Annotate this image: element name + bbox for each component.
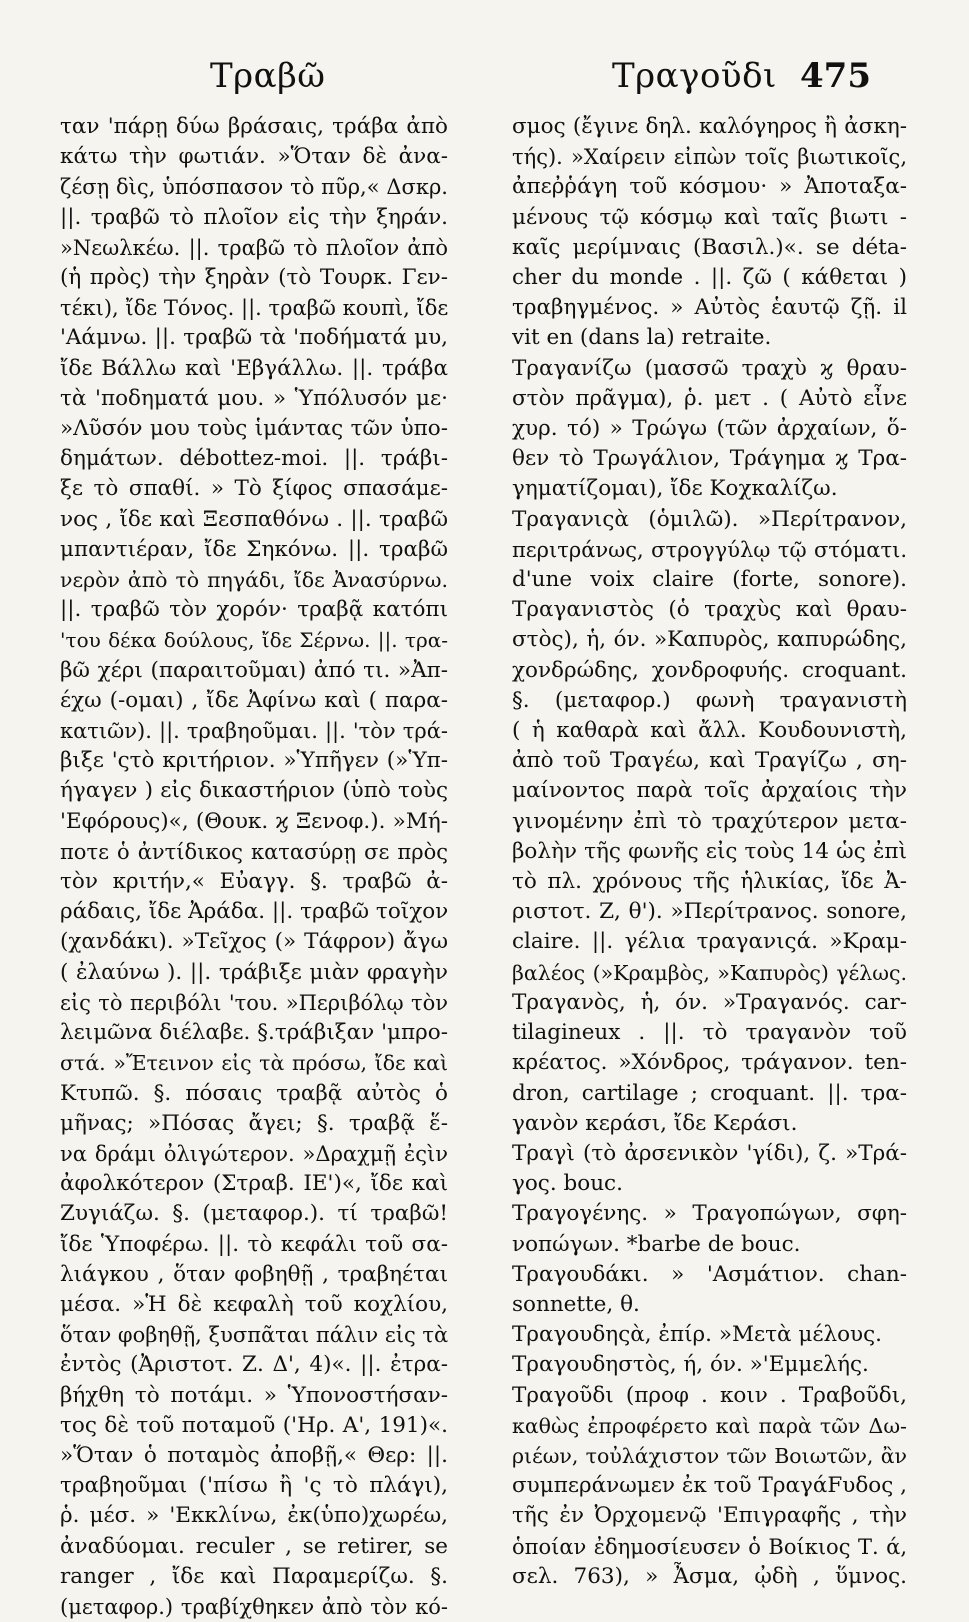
text-line: ἴδε Ὑποφέρω. ||. τὸ κεφάλι τοῦ σα- [60,1231,448,1257]
text-line: τὰ 'ποδηματά μου. » Ὑπόλυσόν με· [60,385,448,411]
text-line: ἀπεῤῥάγη τοῦ κόσμου· » Ἀποταξα- [512,174,907,200]
text-line: καῖς μερίμναις (Βασιλ.)«. se déta- [512,234,907,260]
running-header [0,56,969,106]
text-line: γος. bouc. [512,1171,623,1197]
text-line: ( ἐλαύνω ). ||. τράβιξε μιὰν φραγὴν [60,959,448,985]
text-line: sonnette, θ. [512,1291,640,1317]
text-line: τής). »Χαίρειν εἰπὼν τοῖς βιωτικοῖς, [512,145,907,170]
text-line: ριστοτ. Ζ, θ'). »Περίτρανος. sonore, [512,899,907,925]
text-line: ξε τὸ σπαθί. » Τὸ ξίφος σπασάμε- [60,476,448,502]
text-line: στὸς), ἡ, όν. »Καπυρὸς, καπυρώδης, [512,627,907,653]
header-right-word: Τραγοῦδι [612,56,777,96]
text-line: στὸν πρᾶγμα), ῥ. μετ . ( Αὐτὸ εἶνε [512,385,907,411]
text-line: »Λῦσόν μου τοὺς ἱμάντας τῶν ὑπο- [60,416,448,442]
text-line: Τραγανιςὰ (ὁμιλῶ). »Περίτρανον, [512,506,907,532]
text-line: να δράμι ὀλιγώτερον. »Δραχμῇ ἐςὶν [60,1141,448,1166]
text-line: χυρ. τό) » Τρώγω (τῶν ἀρχαίων, ὅ- [512,416,907,442]
text-line: (ἡ πρὸς) τὴν ξηρὰν (τὸ Τουρκ. Γεν- [60,265,448,291]
text-line: Τραγουδηςὰ, ἐπίρ. »Μετὰ μέλους. [512,1322,883,1348]
text-line: τὸ πλ. χρόνους τῆς ἡλικίας, ἴδε Ἀ- [512,869,907,895]
text-line: συμπεράνωμεν ἐκ τοῦ ΤραγάFυδος , [512,1473,907,1499]
text-line: νος , ἴδε καὶ Ξεσπαθόνω . ||. τραβῶ [60,506,448,532]
text-line: τραβηγμένος. » Αὐτὸς ἑαυτῷ ζῇ. il [512,295,907,321]
text-line: claire. ||. γέλια τραγανιςά. »Κραμ- [512,929,907,955]
text-line: τραβηοῦμαι ('πίσω ἢ 'ς τὸ πλάγι), [60,1473,448,1499]
text-line: Τραγὶ (τὸ ἀρσενικὸν 'γίδι), ζ. »Τρά- [512,1140,907,1166]
text-line: σελ. 763), » Ἆσμα, ᾠδὴ , ὕμνος. [512,1563,907,1589]
text-line: ||. τραβῶ τὸν χορόν· τραβᾷ κατόπι [60,597,448,623]
text-line: Τραγογένης. » Τραγοπώγων, σφη- [512,1201,907,1227]
text-line: τῆς ἐν Ὀρχομενῷ 'Επιγραφῆς , τὴν [512,1503,907,1529]
text-line: (χανδάκι). »Τεῖχος (» Τάφρον) ἄγω [60,929,448,955]
text-line: τος δὲ τοῦ ποταμοῦ ('Ηρ. Α', 191)«. [60,1412,448,1438]
text-line: Τραγανιστὸς (ὁ τραχὺς καὶ θραυ- [512,597,907,623]
text-line: τὸν κριτήν,« Εὐαγγ. §. τραβῶ ἀ- [60,869,448,895]
text-line: ριέων, τοὐλάχιστον τῶν Βοιωτῶν, ἂν [512,1443,907,1468]
text-line: περιτράνως, στρογγύλῳ τῷ στόματι. [512,537,907,562]
text-line: §. (μεταφορ.) φωνὴ τραγανιστὴ [512,687,907,713]
text-line: θεν τὸ Τρωγάλιον, Τράγημα ϗ Τρα- [512,446,907,472]
text-line: ἀπὸ τοῦ Τραγέω, καὶ Τραγίζω , ση- [512,748,907,774]
text-line: Τραγανίζω (μασσῶ τραχὺ ϗ θραυ- [512,355,907,381]
text-line: μένους τῷ κόσμῳ καὶ ταῖς βιωτι - [512,204,907,230]
text-line: 'του δέκα δούλους, ἴδε Σέρνω. ||. τρα- [60,628,448,653]
text-line: dron, cartilage ; croquant. ||. τρα- [512,1080,907,1106]
text-line: tilagineux . ||. τὸ τραγανὸν τοῦ [512,1020,907,1046]
header-left-word: Τραβῶ [210,56,326,96]
text-line: cher du monde . ||. ζῶ ( κάθεται ) [512,265,907,291]
text-line: γινομένην ἐπὶ τὸ τραχύτερον μετα- [512,808,907,834]
text-line: Τραγουδάκι. » 'Ασμάτιον. chan- [512,1261,907,1287]
text-line: »Ὅταν ὁ ποταμὸς ἀποβῇ,« Θερ: ||. [60,1442,448,1468]
text-line: »Νεωλκέω. ||. τραβῶ τὸ πλοῖον ἀπὸ [60,235,448,260]
text-line: μπαντιέραν, ἴδε Σηκόνω. ||. τραβῶ [60,536,448,562]
text-line: ἴδε Βάλλω καὶ 'Εβγάλλω. ||. τράβα [60,355,448,381]
text-line: κρέατος. »Χόνδρος, τράγανον. ten- [512,1050,907,1076]
text-line: ταν 'πάρῃ δύω βράσαις, τράβα ἀπὸ [60,114,448,139]
text-line: λειμῶνα διέλαβε. §.τράβιξαν 'μπρο- [60,1020,448,1046]
text-line: ἀναδύομαι. reculer , se retirer, se [60,1533,448,1559]
text-line: κάτω τὴν φωτιάν. »Ὅταν δὲ ἀνα- [60,144,448,170]
text-line: βήχθη τὸ ποτάμι. » Ὑπονοστήσαν- [60,1382,448,1408]
text-line: καθὼς ἐπροφέρετο καὶ παρὰ τῶν Δω- [512,1413,907,1438]
page-number: 475 [800,56,871,96]
text-line: δημάτων. débottez-moi. ||. τράβι- [60,446,448,472]
text-line: νοπώγων. *barbe de bouc. [512,1231,801,1257]
text-line: βῶ χέρι (παραιτοῦμαι) ἀπό τι. »Ἀπ- [60,657,448,683]
text-line: d'une voix claire (forte, sonore). [512,567,907,593]
text-line: ποτε ὁ ἀντίδικος κατασύρῃ σε πρὸς [60,839,448,864]
text-line: ήγαγεν ) εἰς δικαστήριον (ὑπὸ τοὺς [60,778,448,804]
text-line: χονδρώδης, χονδροφυής. croquant. [512,657,907,683]
text-line: ( ἡ καθαρὰ καὶ ἄλλ. Κουδουνιστὴ, [512,718,907,744]
text-line: Τραγοῦδι (προφ . κοιν . Τραβοῦδι, [512,1382,907,1408]
text-line: τέκι), ἴδε Τόνος. ||. τραβῶ κουπὶ, ἴδε [60,296,448,321]
text-line: γηματίζομαι), ἴδε Κοχκαλίζω. [512,476,838,502]
text-line: μέσα. »Ἡ δὲ κεφαλὴ τοῦ κοχλίου, [60,1291,448,1317]
text-line: βιξε 'ςτὸ κριτήριον. »Ὑπῆγεν (»Ὑπ- [60,748,448,774]
text-line: 'Εφόρους)«, (Θουκ. ϗ Ξενοφ.). »Μή- [60,808,448,834]
text-line: ράδαις, ἴδε Ἀράδα. ||. τραβῶ τοῖχον [60,899,448,925]
text-line: βαλέος (»Κραμβὸς, »Καπυρὸς) γέλως. [512,960,907,985]
right-column [512,112,907,1592]
text-line: έχω (-ομαι) , ἴδε Ἀφίνω καὶ ( παρα- [60,687,448,713]
text-line: βολὴν τῆς φωνῆς εἰς τοὺς 14 ὡς ἐπὶ [512,838,907,864]
text-line: (μεταφορ.) τραβίχθηκεν ἀπὸ τὸν κό- [60,1594,448,1619]
text-line: λιάγκου , ὅταν φοβηθῇ , τραβηέται [60,1261,448,1287]
text-line: μαίνοντος παρὰ τοῖς ἀρχαίοις τὴν [512,778,907,804]
text-line: κατιῶν). ||. τραβηοῦμαι. ||. 'τὸν τρά- [60,719,448,744]
text-line: σμος (ἔγινε δηλ. καλόγηρος ἢ ἀσκη- [512,114,907,139]
text-line: ἀφολκότερον (Στραβ. ΙΕ')«, ἴδε καὶ [60,1171,448,1197]
text-line: ranger , ἴδε καὶ Παραμερίζω. §. [60,1563,448,1589]
text-line: ζέσῃ δὶς, ὑπόσπασον τὸ πῦρ,« Δσκρ. [60,175,448,200]
text-line: vit en (dans la) retraite. [512,325,772,351]
text-line: Τραγουδηστὸς, ή, όν. »'Εμμελής. [512,1352,869,1378]
text-line: μῆνας; »Πόσας ἄγει; §. τραβᾷ ἕ- [60,1110,448,1136]
text-line: εἰς τὸ περιβόλι 'του. »Περιβόλῳ τὸν [60,990,448,1015]
text-line: ῥ. μέσ. » 'Εκκλίνω, ἐκ(ὑπο)χωρέω, [60,1503,448,1529]
text-line: νερὸν ἀπὸ τὸ πηγάδι, ἴδε Ἀνασύρνω. [60,568,448,593]
text-line: Τραγανὸς, ἡ, όν. »Τραγανός. car- [512,989,907,1015]
text-line: ||. τραβῶ τὸ πλοῖον εἰς τὴν ξηράν. [60,204,448,230]
text-line: Ζυγιάζω. §. (μεταφορ.). τί τραβῶ! [60,1201,448,1227]
left-column [60,112,448,1622]
text-line: Κτυπῶ. §. πόσαις τραβᾷ αὐτὸς ὁ [60,1080,448,1106]
text-line: ὁποίαν ἐδημοσίευσεν ὁ Βοίκιος Τ. ά, [512,1534,907,1559]
text-line: ἐντὸς (Ἀριστοτ. Ζ. Δ', 4)«. ||. ἐτρα- [60,1352,448,1378]
text-line: γανὸν κεράσι, ἴδε Κεράσι. [512,1110,798,1136]
text-line: ὅταν φοβηθῇ, ξυσπᾶται πάλιν εἰς τὰ [60,1323,448,1348]
text-line: 'Αάμνω. ||. τραβῶ τὰ 'ποδήματά μυ, [60,325,448,351]
text-line: στά. »Ἔτεινον εἰς τὰ πρόσω, ἴδε καὶ [60,1051,448,1076]
